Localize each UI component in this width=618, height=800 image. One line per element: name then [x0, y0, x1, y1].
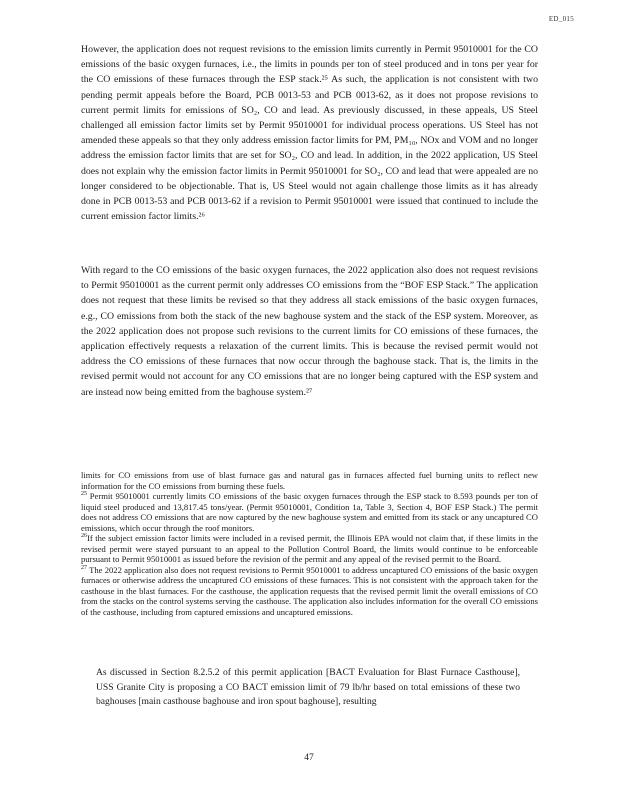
footnote-27 [81, 565, 538, 618]
footnote-text: Permit 95010001 currently limits CO emissions of the basic oxygen furnaces through the ESP stack to 8.593 pounds per ton of liquid steel produced and 13,817.45 tons/year. (Permit 95010001, Condition 1a, Table 3, Section 4, BOF ESP Stack.) The permit does not address CO emissions that are now captured by the new baghouse system and emitted from its stack or any uncaptured CO emissions, which occur through the roof monitors. [81, 491, 538, 533]
footnote-mark: 26 [81, 533, 87, 540]
footnote-26 [81, 533, 538, 565]
footnote-text: limits for CO emissions from use of blast furnace gas and natural gas in furnaces affected fuel burning units to reflect new information for the CO emissions from burning these fuels. [81, 470, 538, 491]
footnote-text: The 2022 application also does not request revisions to Permit 95010001 to address uncaptured CO emissions of the basic oxygen furnaces or otherwise address the uncaptured CO emissions of these furnaces. This is not consistent with the approach taken for the casthouse in the blast furnaces. For the casthouse, the application requests that the revised permit limit the overall emissions of CO from the stacks on the control systems serving the casthouse. The application also includes information for the overall CO emissions of the casthouse, including from captured emissions and uncaptured emissions. [81, 564, 538, 617]
footnote-text: If the subject emission factor limits were included in a revised permit, the Illinois EPA would not claim that, if these limits in the revised permit were stayed pursuant to an appeal to the Pollution Control Board, the limits would continue to be enforceable pursuant to Permit 95010001 as issued before the revision of the permit and any appeal of the revised permit to the Board. [81, 533, 538, 564]
footnote-mark: 25 [81, 491, 87, 498]
block-quote-paragraph: As discussed in Section 8.2.5.2 of this permit application [BACT Evaluation for Blast Furnace Casthouse], USS Granite City is proposing a CO BACT emission limit of 79 lb/hr based on total emissions of these two baghouses [main casthouse baghouse and iron spout baghouse], resulting [96, 667, 520, 708]
footnote-continued [81, 470, 538, 491]
paragraph-2: With regard to the CO emissions of the basic oxygen furnaces, the 2022 application also does not request revisions to Permit 95010001 as the current permit only addresses CO emissions from the “BOF ESP Stack.” The application does not request that these limits be revised so that they address all stack emissions of the basic oxygen furnaces, e.g., CO emissions from both the stack of the new baghouse system and the stack of the ESP system. Moreover, as the 2022 application does not propose such revisions to the current limits for CO emissions of these furnaces, the application effectively requests a relaxation of the current limits. This is because the revised permit would not address the CO emissions of these furnaces that now occur through the baghouse stack. That is, the limits in the revised permit would not account for any CO emissions that are no longer being captured with the ESP system and are instead now being emitted from the baghouse system.²⁷ [81, 265, 538, 398]
footnotes [81, 470, 538, 617]
document-header-id: ED_015 [548, 15, 574, 23]
page-number: 47 [304, 753, 314, 763]
footnote-25 [81, 491, 538, 533]
paragraph-1: However, the application does not request revisions to the emission limits currently in Permit 95010001 for the CO emissions of the basic oxygen furnaces, i.e., the limits in pounds per ton of steel produced and in tons per year for the CO emissions of these furnaces through the ESP stack.²⁵ As such, the application is not consistent with two pending permit appeals before the Board, PCB 0013-53 and PCB 0013-62, as it does not propose revisions to current permit limits for emissions of SO₂, CO and lead. As previously discussed, in these appeals, US Steel challenged all emission factor limits set by Permit 95010001 for individual process operations. US Steel has not amended these appeals so that they only address emission factor limits for PM, PM₁₀, NOx and VOM and no longer address the emission factor limits that are set for SO₂, CO and lead. In addition, in the 2022 application, US Steel does not explain why the emission factor limits in Permit 95010001 for SO₂, CO and lead that were appealed are no longer considered to be objectionable. That is, US Steel would not again challenge those limits as it has already done in PCB 0013-53 and PCB 0013-62 if a revision to Permit 95010001 were issued that continued to include the current emission factor limits.²⁶ [81, 44, 538, 223]
footnote-mark: 27 [81, 564, 87, 571]
